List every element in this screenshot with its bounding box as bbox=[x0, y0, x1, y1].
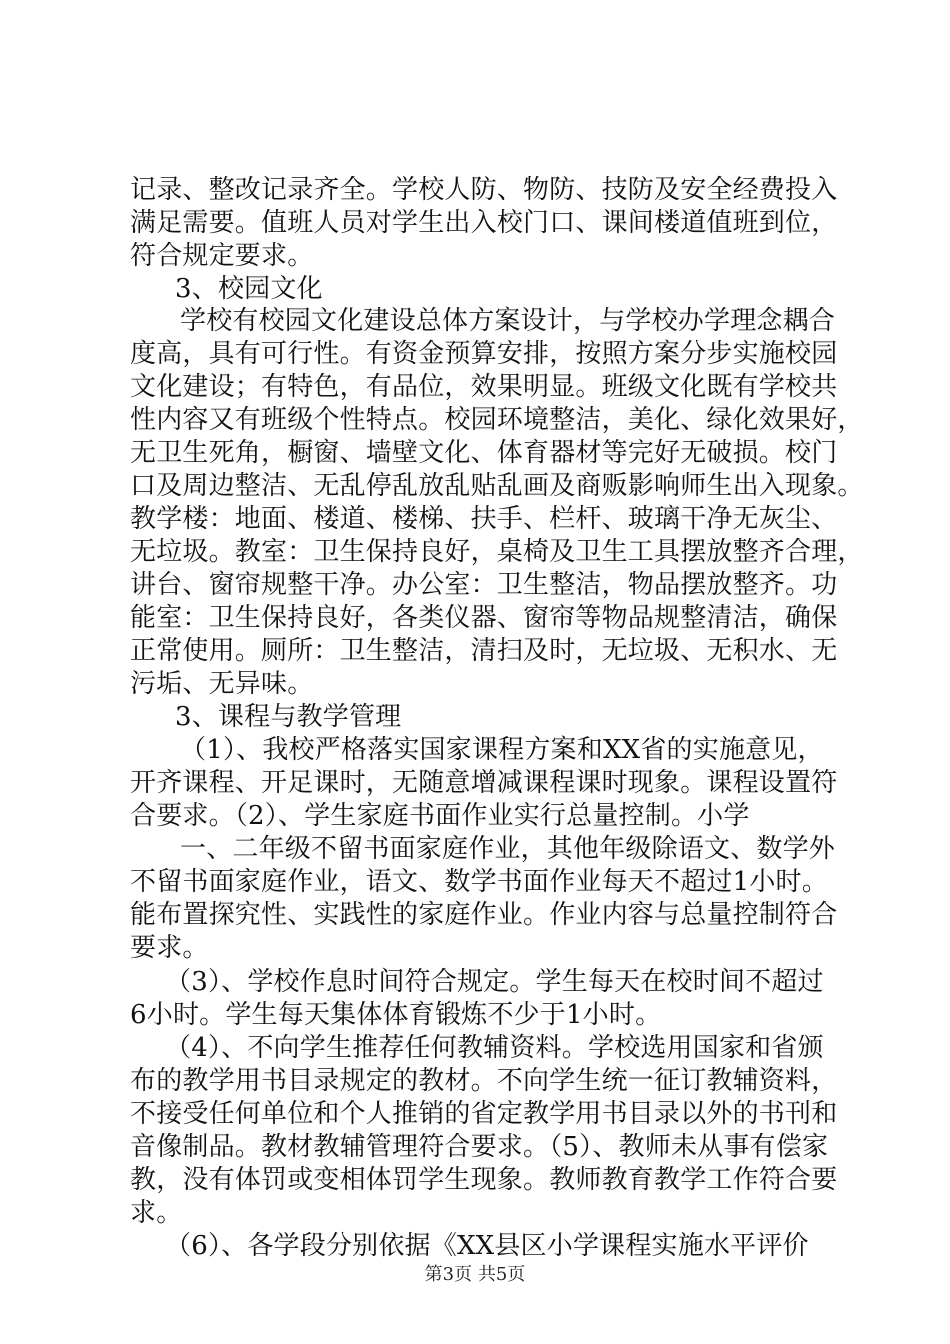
text-line: 符合规定要求。 bbox=[130, 241, 314, 271]
text-line: 学校有校园文化建设总体方案设计，与学校办学理念耦合 bbox=[180, 306, 836, 336]
text-line: 教，没有体罚或变相体罚学生现象。教师教育教学工作符合要 bbox=[130, 1165, 838, 1195]
text-line: 讲台、窗帘规整干净。办公室：卫生整洁，物品摆放整齐。功 bbox=[130, 570, 838, 600]
text-line: 度高，具有可行性。有资金预算安排，按照方案分步实施校园 bbox=[130, 339, 838, 369]
text-line: 教学楼：地面、楼道、楼梯、扶手、栏杆、玻璃干净无灰尘、 bbox=[130, 504, 838, 534]
text-line: 6小时。学生每天集体体育锻炼不少于1小时。 bbox=[130, 1000, 662, 1030]
text-line: （3）、学校作息时间符合规定。学生每天在校时间不超过 bbox=[165, 967, 824, 997]
text-line: 无卫生死角，橱窗、墙壁文化、体育器材等完好无破损。校门 bbox=[130, 438, 838, 468]
text-line: （1）、我校严格落实国家课程方案和XX省的实施意见， bbox=[180, 735, 824, 765]
text-line: 满足需要。值班人员对学生出入校门口、课间楼道值班到位， bbox=[130, 208, 838, 238]
text-line: 无垃圾。教室：卫生保持良好，桌椅及卫生工具摆放整齐合理， bbox=[130, 537, 864, 567]
text-line: 正常使用。厕所：卫生整洁，清扫及时，无垃圾、无积水、无 bbox=[130, 636, 838, 666]
text-line: （6）、各学段分别依据《XX县区小学课程实施水平评价 bbox=[165, 1231, 809, 1261]
text-line: 不接受任何单位和个人推销的省定教学用书目录以外的书刊和 bbox=[130, 1099, 838, 1129]
text-line: 文化建设；有特色，有品位，效果明显。班级文化既有学校共 bbox=[130, 372, 838, 402]
text-line: 能布置探究性、实践性的家庭作业。作业内容与总量控制符合 bbox=[130, 900, 838, 930]
text-line: 一、二年级不留书面家庭作业，其他年级除语文、数学外 bbox=[180, 834, 836, 864]
text-line: 不留书面家庭作业，语文、数学书面作业每天不超过1小时。 bbox=[130, 867, 828, 897]
section-heading: 3、校园文化 bbox=[175, 274, 323, 304]
text-line: 布的教学用书目录规定的教材。不向学生统一征订教辅资料， bbox=[130, 1066, 838, 1096]
text-line: 口及周边整洁、无乱停乱放乱贴乱画及商贩影响师生出入现象。 bbox=[130, 471, 864, 501]
text-line: 音像制品。教材教辅管理符合要求。（5）、教师未从事有偿家 bbox=[130, 1132, 829, 1162]
page-number: 第3页 共5页 bbox=[424, 1264, 526, 1285]
text-line: 性内容又有班级个性特点。校园环境整洁，美化、绿化效果好， bbox=[130, 405, 864, 435]
text-line: 合要求。（2）、学生家庭书面作业实行总量控制。小学 bbox=[130, 801, 750, 831]
text-line: 求。 bbox=[130, 1198, 183, 1228]
section-heading: 3、课程与教学管理 bbox=[175, 702, 402, 732]
text-line: 开齐课程、开足课时，无随意增减课程课时现象。课程设置符 bbox=[130, 768, 838, 798]
text-line: 污垢、无异味。 bbox=[130, 669, 314, 699]
text-line: （4）、不向学生推荐任何教辅资料。学校选用国家和省颁 bbox=[165, 1033, 824, 1063]
text-line: 记录、整改记录齐全。学校人防、物防、技防及安全经费投入 bbox=[130, 175, 838, 205]
text-line: 要求。 bbox=[130, 933, 209, 963]
text-line: 能室：卫生保持良好，各类仪器、窗帘等物品规整清洁，确保 bbox=[130, 603, 838, 633]
